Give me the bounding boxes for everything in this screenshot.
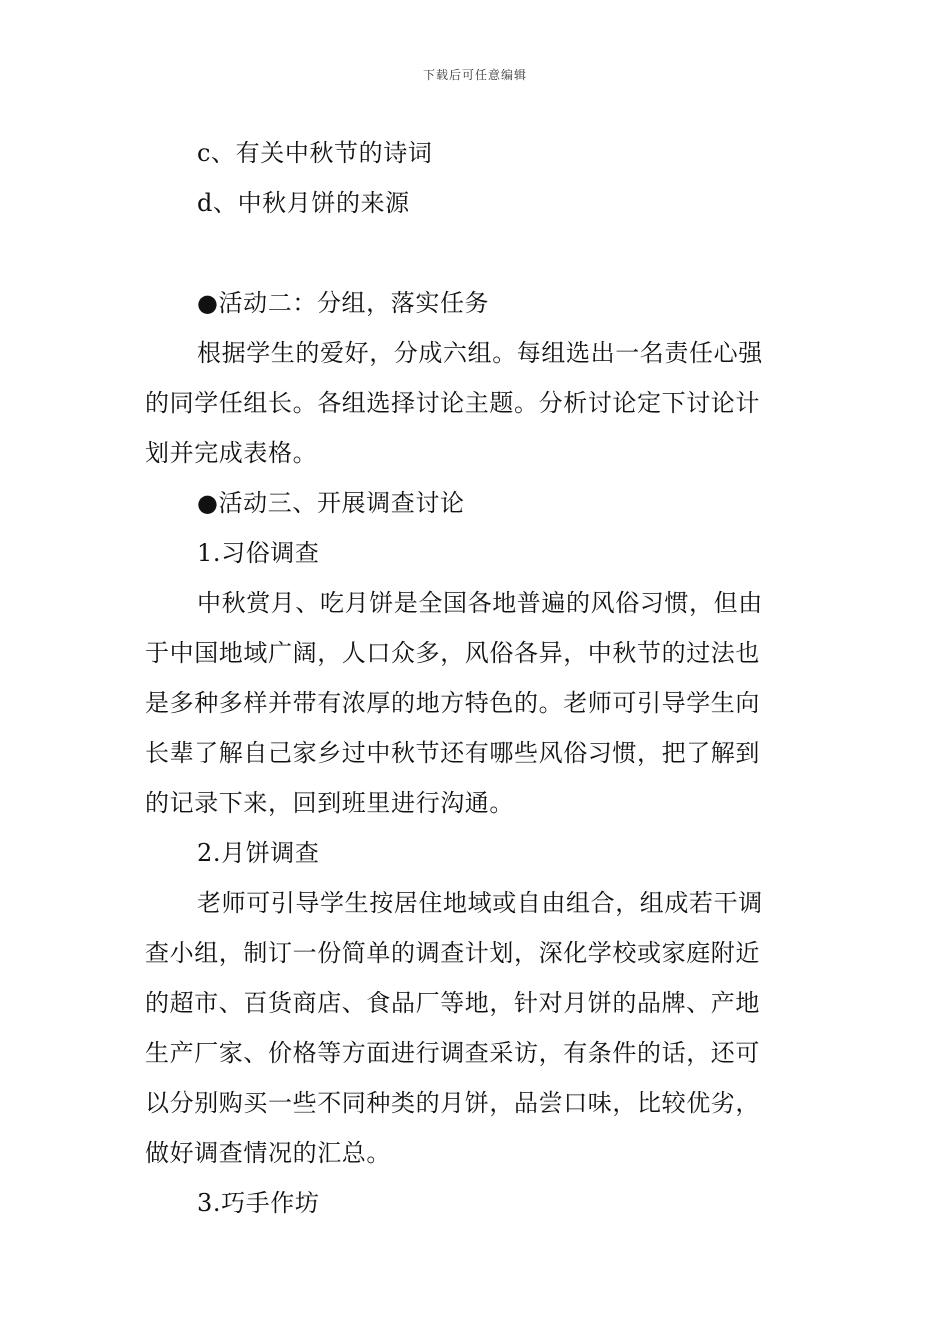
paragraph-line: 的记录下来，回到班里进行沟通。 — [145, 789, 514, 817]
paragraph-line: 老师可引导学生按居住地域或自由组合，组成若干调 — [197, 889, 763, 917]
header-note: 下载后可任意编辑 — [422, 68, 527, 82]
paragraph-line: 长辈了解自己家乡过中秋节还有哪些风俗习惯，把了解到 — [145, 739, 760, 767]
section3-title: 3.巧手作坊 — [197, 1189, 320, 1217]
paragraph-line: 是多种多样并带有浓厚的地方特色的。老师可引导学生向 — [145, 689, 760, 717]
paragraph-line: 中秋赏月、吃月饼是全国各地普遍的风俗习惯，但由 — [197, 589, 763, 617]
section2-title: 2.月饼调查 — [197, 839, 320, 867]
activity3-heading: ●活动三、开展调查讨论 — [197, 489, 465, 517]
paragraph-line: 查小组，制订一份简单的调查计划，深化学校或家庭附近 — [145, 939, 760, 967]
blank-line — [145, 228, 810, 278]
paragraph-line: 做好调查情况的汇总。 — [145, 1139, 391, 1167]
section1-title: 1.习俗调查 — [197, 539, 320, 567]
paragraph-line: 的同学任组长。各组选择讨论主题。分析讨论定下讨论计 — [145, 389, 760, 417]
document-body — [145, 128, 810, 1228]
list-item-d: d、中秋月饼的来源 — [197, 189, 410, 217]
paragraph-line: 的超市、百货商店、食品厂等地，针对月饼的品牌、产地 — [145, 989, 760, 1017]
list-item-c: c、有关中秋节的诗词 — [197, 139, 433, 167]
paragraph-line: 划并完成表格。 — [145, 439, 318, 467]
paragraph-line: 根据学生的爱好，分成六组。每组选出一名责任心强 — [197, 339, 763, 367]
paragraph-line: 生产厂家、价格等方面进行调查采访，有条件的话，还可 — [145, 1039, 760, 1067]
paragraph-line: 于中国地域广阔，人口众多，风俗各异，中秋节的过法也 — [145, 639, 760, 667]
paragraph-line: 以分别购买一些不同种类的月饼，品尝口味，比较优劣， — [145, 1089, 760, 1117]
activity2-heading: ●活动二：分组，落实任务 — [197, 289, 490, 317]
